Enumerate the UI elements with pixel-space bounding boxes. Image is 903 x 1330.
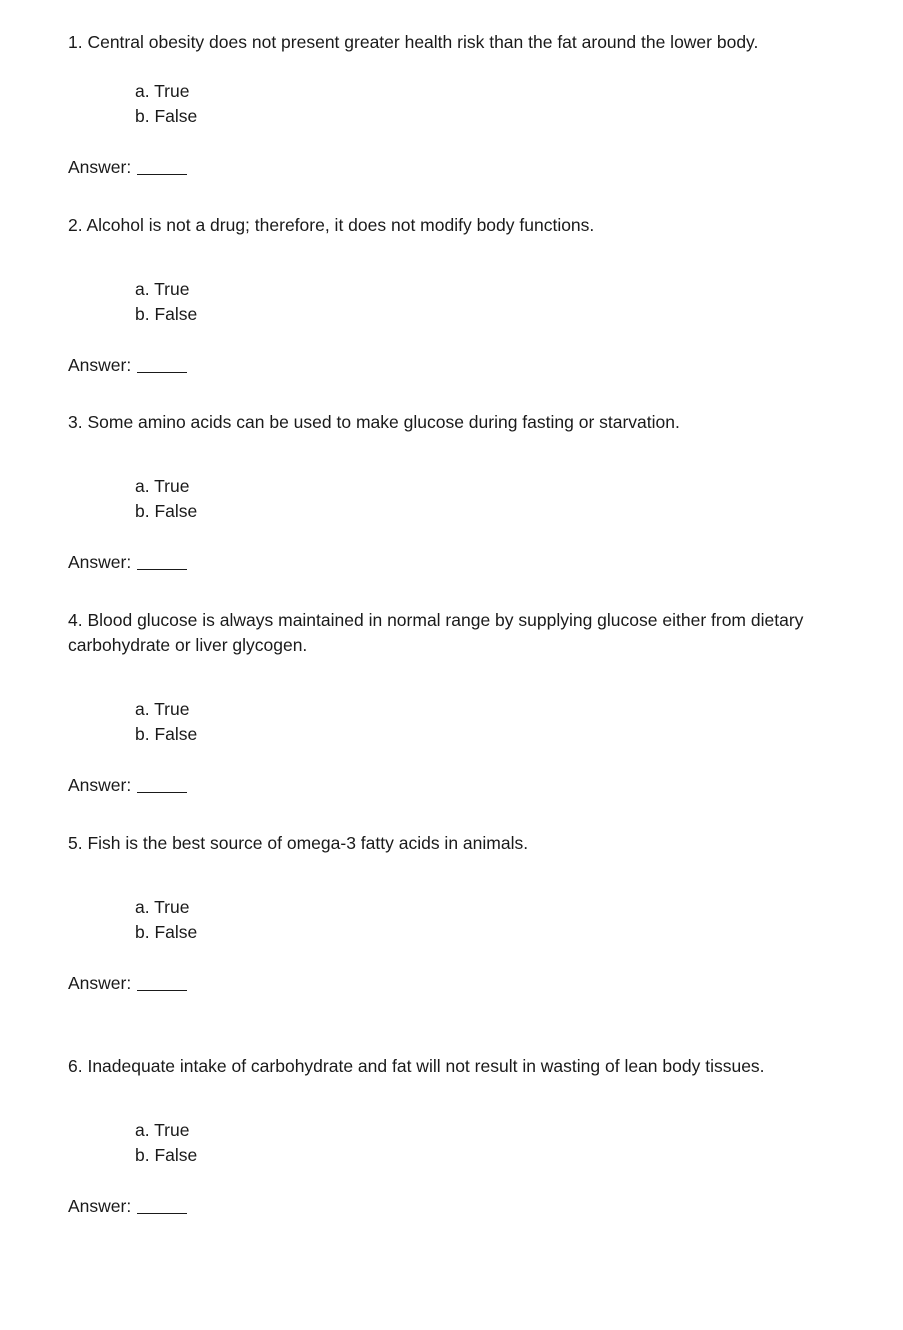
question-1-option-b[interactable]: b. False [135, 106, 198, 126]
answer-label: Answer: [68, 157, 132, 177]
question-3-answer [68, 550, 187, 575]
answer-label: Answer: [68, 775, 132, 795]
question-5-text: 5. Fish is the best source of omega-3 fatty acids in animals. [68, 833, 529, 853]
answer-blank[interactable] [137, 791, 187, 793]
question-5-option-b[interactable]: b. False [135, 922, 198, 942]
answer-label: Answer: [68, 1196, 132, 1216]
answer-label: Answer: [68, 355, 132, 375]
answer-blank[interactable] [137, 568, 187, 570]
answer-blank[interactable] [137, 989, 187, 991]
question-6-answer [68, 1194, 187, 1219]
answer-label: Answer: [68, 973, 132, 993]
question-6-option-b[interactable]: b. False [135, 1145, 198, 1165]
question-2-text: 2. Alcohol is not a drug; therefore, it does not modify body functions. [68, 215, 595, 235]
question-2-option-a[interactable]: a. True [135, 279, 190, 299]
question-2-option-b[interactable]: b. False [135, 304, 198, 324]
question-3-text: 3. Some amino acids can be used to make glucose during fasting or starvation. [68, 412, 680, 432]
question-1-answer [68, 155, 187, 180]
question-4-text: 4. Blood glucose is always maintained in normal range by supplying glucose either from dietary carbohydrate or liver glycogen. [68, 610, 804, 655]
question-4-answer [68, 773, 187, 798]
answer-blank[interactable] [137, 1212, 187, 1214]
question-4-option-b[interactable]: b. False [135, 724, 198, 744]
question-3-option-b[interactable]: b. False [135, 501, 198, 521]
question-5-option-a[interactable]: a. True [135, 897, 190, 917]
question-3-option-a[interactable]: a. True [135, 476, 190, 496]
answer-blank[interactable] [137, 371, 187, 373]
answer-label: Answer: [68, 552, 132, 572]
question-5-answer [68, 971, 187, 996]
answer-blank[interactable] [137, 173, 187, 175]
question-6-text: 6. Inadequate intake of carbohydrate and fat will not result in wasting of lean body tissues. [68, 1056, 765, 1076]
question-4-option-a[interactable]: a. True [135, 699, 190, 719]
question-1-text: 1. Central obesity does not present greater health risk than the fat around the lower body. [68, 32, 759, 52]
question-1-option-a[interactable]: a. True [135, 81, 190, 101]
question-2-answer [68, 353, 187, 378]
question-6-option-a[interactable]: a. True [135, 1120, 190, 1140]
